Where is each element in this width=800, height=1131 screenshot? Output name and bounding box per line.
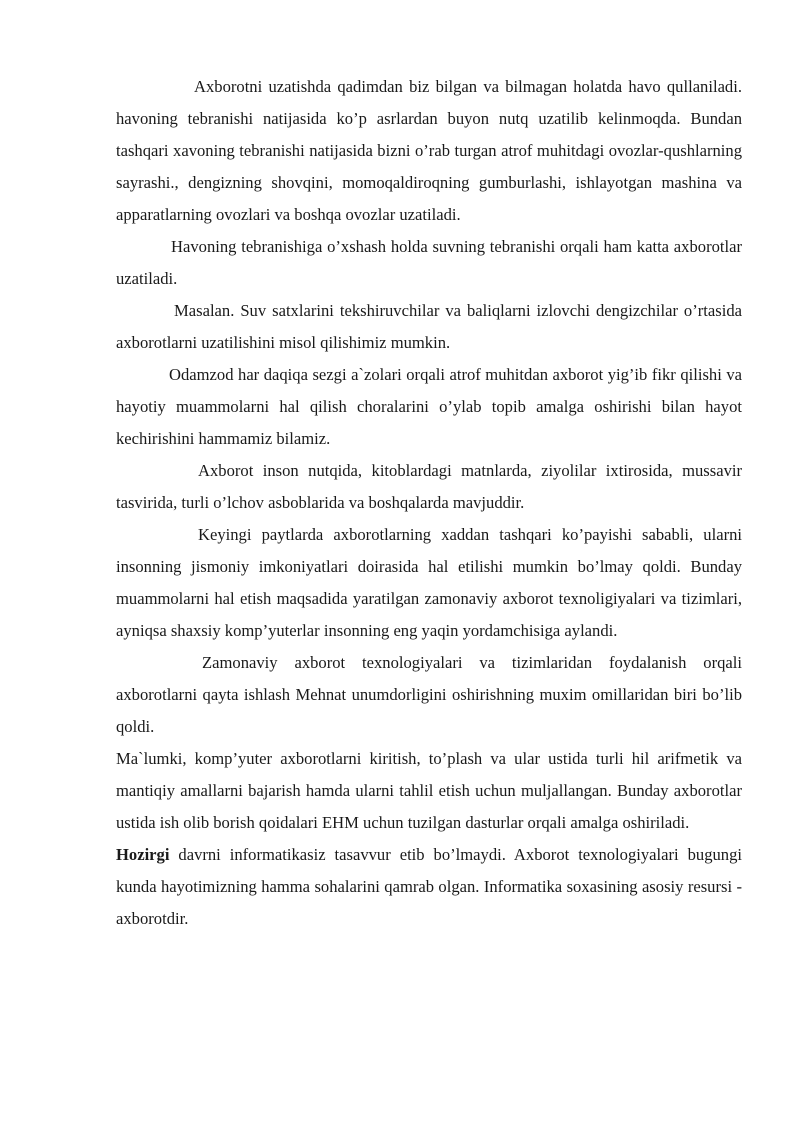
paragraph-4: Odamzod har daqiqa sezgi a`zolari orqali atrof muhitdan axborot yig’ib fikr qilishi va hayotiy muammolarni hal qilish choralarini o’ylab topib amalga oshirishi bilan hayot kechirishini hammamiz bilamiz. (116, 365, 742, 448)
paragraph-9 (116, 839, 742, 935)
paragraph-7: Zamonaviy axborot texnologiyalari va tizimlaridan foydalanish orqali axborotlarni qayta ishlash Mehnat unumdorligini oshirishning muxim omillaridan biri bo’lib qoldi. (116, 653, 742, 736)
paragraph-9-text: davrni informatikasiz tasavvur etib bo’lmaydi. Axborot texnologiyalari bugungi kunda hayotimizning hamma sohalarini qamrab olgan. Informatika soxasining asosiy resursi - axborotdir. (116, 845, 742, 928)
paragraph-1: Axborotni uzatishda qadimdan biz bilgan va bilmagan holatda havo qullaniladi. havoning tebranishi natijasida ko’p asrlardan buyon nutq uzatilib kelinmoqda. Bundan tashqari xavoning tebranishi natijasida bizni o’rab turgan atrof muhitdagi ovozlar-qushlarning sayrashi., dengizning shovqini, momoqaldiroqning gumburlashi, ishlayotgan mashina va apparatlarning ovozlari va boshqa ovozlar uzatiladi. (116, 77, 742, 224)
paragraph-5: Axborot inson nutqida, kitoblardagi matnlarda, ziyolilar ixtirosida, mussavir tasvirida, turli o’lchov asboblarida va boshqalarda mavjuddir. (116, 461, 742, 512)
paragraph-2: Havoning tebranishiga o’xshash holda suvning tebranishi orqali ham katta axborotlar uzatiladi. (116, 237, 742, 288)
paragraph-8: Ma`lumki, komp’yuter axborotlarni kiritish, to’plash va ular ustida turli hil arifmetik va mantiqiy amallarni bajarish hamda ularni tahlil etish uchun muljallangan. Bunday axborotlar ustida ish olib borish qoidalari EHM uchun tuzilgan dasturlar orqali amalga oshiriladi. (116, 749, 742, 832)
paragraph-3: Masalan. Suv satxlarini tekshiruvchilar va baliqlarni izlovchi dengizchilar o’rtasida axborotlarni uzatilishini misol qilishimiz mumkin. (116, 301, 742, 352)
paragraph-6: Keyingi paytlarda axborotlarning xaddan tashqari ko’payishi sababli, ularni insonning jismoniy imkoniyatlari doirasida hal etilishi mumkin bo’lmay qoldi. Bunday muammolarni hal etish maqsadida yaratilgan zamonaviy axborot texnoligiyalari va tizimlari, ayniqsa shaxsiy komp’yuterlar insonning eng yaqin yordamchisiga aylandi. (116, 525, 742, 640)
paragraph-9-bold-lead: Hozirgi (116, 845, 170, 864)
document-page (116, 71, 742, 935)
